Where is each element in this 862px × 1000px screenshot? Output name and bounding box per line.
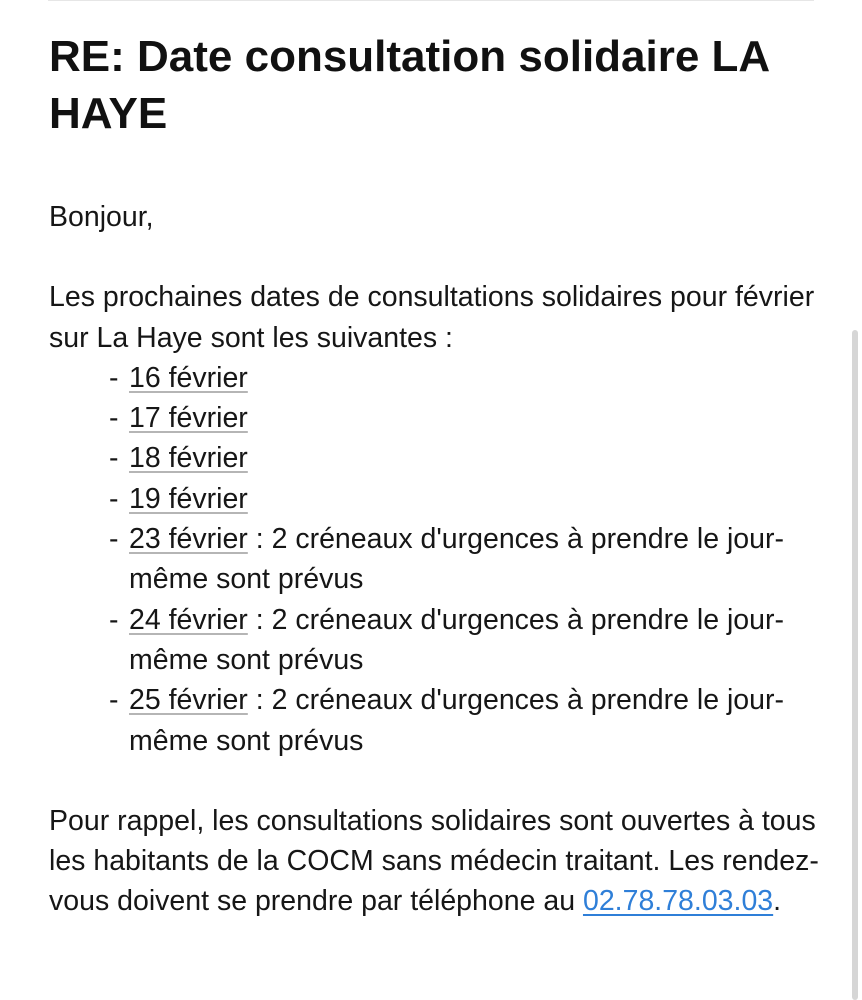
email-intro: Les prochaines dates de consultations solidaires pour février sur La Haye sont les suivantes :: [49, 281, 815, 354]
date-link[interactable]: 18 février: [129, 442, 248, 475]
date-item: [49, 680, 819, 761]
date-link[interactable]: 25 février: [129, 684, 248, 717]
list-dash: -: [109, 482, 119, 515]
date-note: : 2 créneaux d'urgences à prendre le jour-même sont prévus: [129, 684, 784, 757]
reminder-end: .: [773, 885, 782, 918]
date-link[interactable]: 24 février: [129, 603, 248, 636]
date-item: [49, 438, 819, 478]
date-link[interactable]: 16 février: [129, 361, 248, 394]
list-dash: -: [109, 684, 119, 717]
date-item: [49, 398, 819, 438]
date-link[interactable]: 23 février: [129, 523, 248, 556]
date-link[interactable]: 17 février: [129, 402, 248, 435]
list-dash: -: [109, 402, 119, 435]
top-divider: [48, 0, 814, 1]
email-message: [49, 28, 819, 922]
date-item: [49, 600, 819, 681]
date-note: : 2 créneaux d'urgences à prendre le jour-même sont prévus: [129, 603, 784, 676]
date-link[interactable]: 19 février: [129, 482, 248, 515]
list-dash: -: [109, 603, 119, 636]
email-greeting: Bonjour,: [49, 201, 154, 233]
date-item: [49, 479, 819, 519]
date-item: [49, 358, 819, 398]
date-item: [49, 519, 819, 600]
list-dash: -: [109, 361, 119, 394]
date-note: : 2 créneaux d'urgences à prendre le jour-même sont prévus: [129, 523, 784, 596]
reminder-text: Pour rappel, les consultations solidaires sont ouvertes à tous les habitants de la COCM sans médecin traitant. Les rendez-vous doivent se prendre par téléphone au: [49, 804, 819, 918]
phone-link[interactable]: 02.78.78.03.03: [582, 885, 774, 918]
list-dash: -: [109, 523, 119, 556]
date-list: [49, 358, 819, 761]
email-reminder: [49, 801, 819, 922]
scrollbar[interactable]: [852, 330, 858, 1000]
list-dash: -: [109, 442, 119, 475]
email-subject: RE: Date consultation solidaire LA HAYE: [49, 32, 769, 138]
